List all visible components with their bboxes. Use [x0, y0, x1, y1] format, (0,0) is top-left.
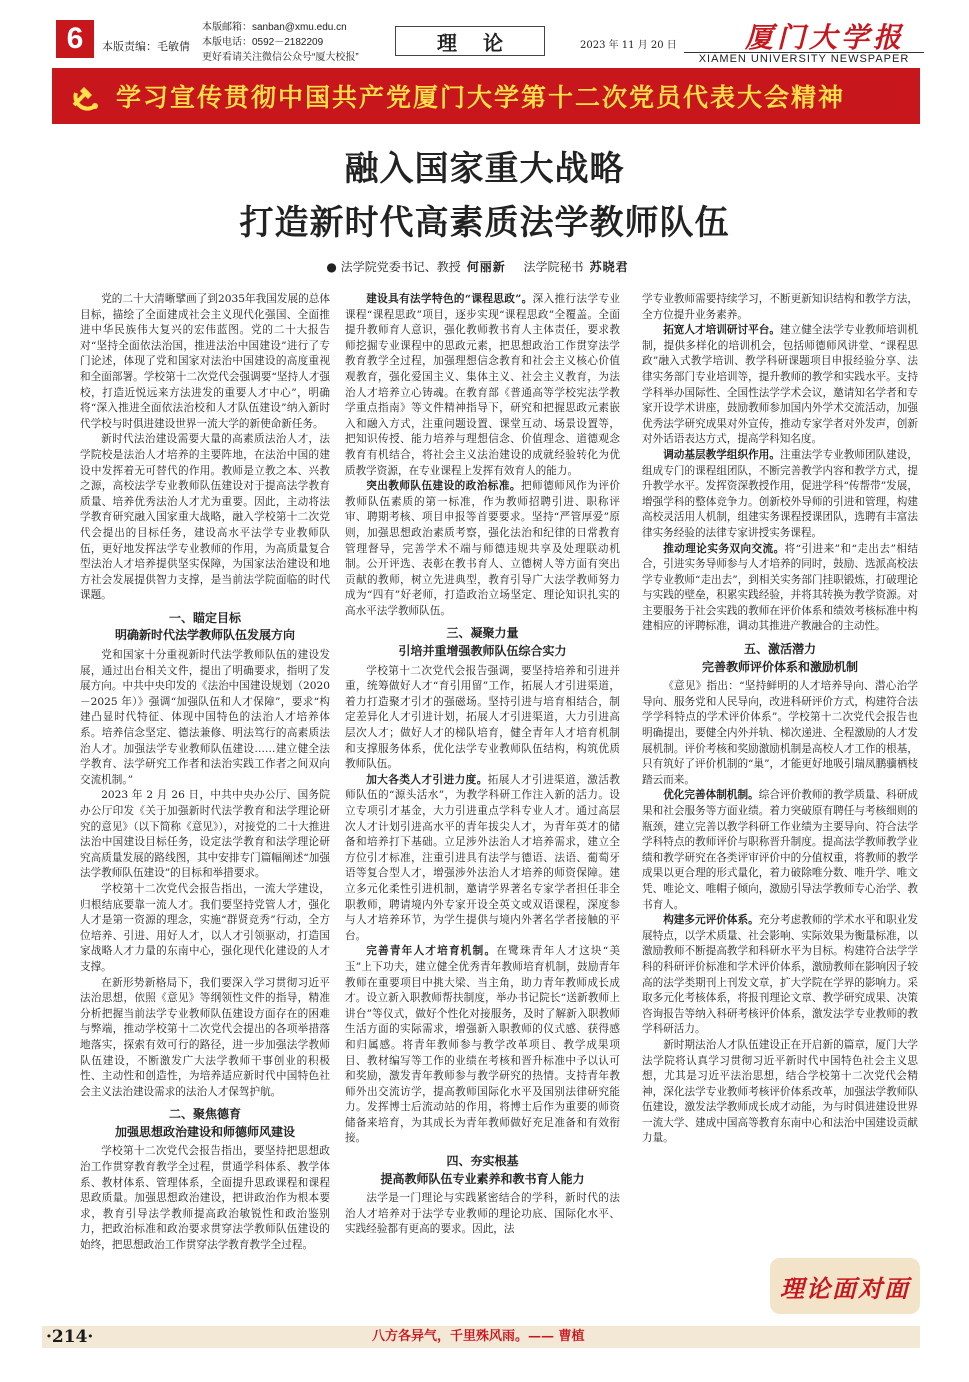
section-heading: 二、聚焦德育: [168, 1107, 241, 1122]
paragraph-body: 把师德师风作为评价教师队伍素质的第一标准，作为教师招聘引进、职称评审、聘期考核、项目申报等首要要求。坚持“严管厚爱”原则，加强思想政治素质考察，强化法治和纪律的日常教育管理督导，完善学术不端与师德违规共享及处理联动机制。公开评选、表彰在教书育人、立德树人等方面有突出贡献的教师，树立先进典型，教育引导广大法学教师努力成为“四有”好老师，打造政治立场坚定、理论知识扎实的高水平法学教师队伍。: [345, 480, 621, 617]
paragraph-lead: 调动基层教学组织作用。: [663, 448, 780, 461]
paragraph: 新时代法治建设需要大量的高素质法治人才，法学院校是法治人才培养的主要阵地，在法治中国的建设中发挥着无可替代的作用。教师是立教之本、兴教之源，高校法学专业教师队伍建设对于提高法学教育质量、培养优秀法治人才尤为重要。因此，主动将法学教育研究融入国家重大战略，融入学校第十二次党代会提出的目标任务，建设高水平法学专业教师队伍，更好地发挥法学专业教师的作用，为高质量复合型法治人才培养提供坚实保障，为国家法治建设和地方社会发展提供智力支撑，是当前法学院面临的时代课题。: [80, 433, 330, 602]
paragraph: 党和国家十分重视新时代法学教师队伍的建设发展，通过出台相关文件，提出了明确要求，指明了发展方向。中共中央印发的《法治中国建设规划（2020－2025 年）》强调“加强队伍和人才保障”，要求“构建凸显时代特征、体现中国特色的法治人才培养体系。培养信念坚定、德法兼修、明法笃行的高素质法治人才。加强法学专业教师队伍建设……建立健全法学教育、法学研究工作者和法治实践工作者之间双向交流机制。”: [80, 649, 330, 786]
section-subheading: 引培并重增强教师队伍综合实力: [398, 644, 567, 659]
paragraph: [642, 542, 918, 636]
publication-date: 2023 年 11 月 20 日: [580, 40, 677, 51]
author2-title: 法学院秘书: [523, 260, 584, 274]
paragraph: 新时期法治人才队伍建设正在开启新的篇章，厦门大学法学院将认真学习贯彻习近平新时代中国特色社会主义思想，尤其是习近平法治思想，结合学校第十二次党代会精神，深化法学专业教师考核评价体系改革，加强法学教师队伍建设，激发法学教师成长成才动能，为与时俱进建设世界一流大学、建成中国高等教育东南中心和法治中国建设贡献力量。: [642, 1038, 918, 1145]
headline-line-2: 打造新时代高素质法学教师队伍: [239, 203, 730, 243]
paragraph-body: 在鹭珠青年人才这块“美玉”上下功夫，建立健全优秀青年教师培育机制，鼓励青年教师在重要项目中挑大梁、当主角，助力青年教师成长成才。设立新入职教师帮扶制度，举办书记院长“送新教师上讲台”等仪式，做好个性化对接服务，及时了解新入职教师生活方面的实际需求，增强新入职教师的仪式感、获得感和归属感。将青年教师参与教学改革项目、教学成果项目、教材编写等工作的业绩在考核和晋升标准中予以认可和奖励，激发青年教师参与教学研究的热情。支持青年教师外出交流访学，提高教师国际化水平及国别法律研究能力。发挥博士后流动站的作用，将博士后作为重要的师资储备来培育，为其成长为青年教师做好充足准备和有效衔接。: [345, 945, 620, 1145]
paragraph: 学校第十二次党代会报告指出，要坚持把思想政治工作贯穿教育教学全过程，贯通学科体系、教学体系、教材体系、管理体系，全面提升思政课程和课程思政质量。加强思想政治建设，把讲政治作为根本要求，教育引导法学教师提高政治敏锐性和政治鉴别力，把政治标准和政治要求贯穿法学教师队伍建设的始终，把思想政治工作贯穿法学教育教学全过程。: [80, 1145, 330, 1252]
paragraph: 学校第十二次党代会报告指出，一流大学建设，归根结底要靠一流人才。我们要坚持党管人才，强化人才是第一资源的理念，实施“群贤竞秀”行动，全方位培养、引进、用好人才，以人才引领驱动，打造国家战略人才力量的东南中心，强化现代化建设的人才支撑。: [80, 882, 330, 973]
section-subheading: 完善教师评价体系和激励机制: [701, 659, 858, 674]
paragraph: 2023 年 2 月 26 日，中共中央办公厅、国务院办公厅印发《关于加强新时代法学教育和法学理论研究的意见》（以下简称《意见》），对接党的二十大推进法治中国建设目标任务，设定法学教育和法学理论研究高质量发展的路线图，其中安排专门篇幅阐述“加强法学教师队伍建设”的目标和举措要求。: [80, 789, 330, 880]
page-number: 6: [56, 20, 94, 58]
footer-quote: 八方各异气，千里殊风雨。—— 曹植: [372, 1329, 585, 1344]
paragraph-lead: 推动理论实务双向交流。: [663, 542, 785, 555]
banner-text: 学习宣传贯彻中国共产党厦门大学第十二次党员代表大会精神: [116, 83, 846, 112]
paragraph: [642, 788, 918, 913]
paragraph: [345, 944, 620, 1147]
section-heading: 四、夯实根基: [446, 1154, 519, 1169]
paragraph-lead: 加大各类人才引进力度。: [366, 773, 488, 786]
footer-page-number: ·214·: [46, 1327, 94, 1347]
section-heading: 五、激活潜力: [743, 642, 816, 657]
section-heading: 三、凝聚力量: [446, 626, 519, 641]
paragraph: [345, 479, 620, 619]
column-2: [345, 292, 620, 1238]
paragraph: [345, 773, 620, 945]
contact-info: [202, 20, 359, 65]
paragraph-lead: 建设具有法学特色的“课程思政”。: [366, 293, 533, 305]
paragraph: [642, 913, 918, 1038]
column-1: [80, 292, 330, 1254]
paragraph-body: 充分考虑教师的学术水平和职业发展特点，以学术质量、社会影响、实际效果为衡量标准，以激励教师不断提高教学和科研水平为目标。构建符合法学学科的科研评价标准和学术评价体系，激励教师在影响因子较高的法学类期刊上刊发文章，扩大学院在学界的影响力。采取多元化考核体系，将报刊理论文章、教学研究成果、决策咨询报告等纳入科研考核评价体系，激发法学专业教师的教学科研活力。: [642, 914, 919, 1036]
wechat-line: 更好看请关注微信公众号“厦大校报”: [202, 52, 359, 63]
phone-line: 本版电话：0592－2182209: [202, 37, 324, 48]
column-stamp: 理论面对面: [770, 1258, 920, 1314]
page-footer: [42, 1326, 920, 1348]
article-headline: [0, 142, 969, 250]
theme-banner: [52, 68, 920, 124]
paragraph-body: 注重法学专业教师团队建设，组成专门的课程组团队，不断完善教学内容和教学方式，提升教学水平。发挥资深教授作用，促进学科“传帮带”发展，增强学科的整体竞争力。创新校外导师的引进和管理，构建高校灵活用人机制，组建实务课程授课团队，选聘有丰富法律实务经验的法律专家讲授实务课程。: [642, 448, 919, 539]
section-subheading: 明确新时代法学教师队伍发展方向: [114, 628, 295, 643]
paragraph-body: 深入推行法学专业课程“课程思政”项目，逐步实现“课程思政”全覆盖。全面提升教师育人意识，强化教师教书育人主体责任，要求教师挖掘专业课程中的思政元素，把思想政治工作贯穿法学教育教学全过程，加强理想信念教育和社会主义核心价值观教育，强化爱国主义、集体主义、社会主义教育，为法治人才培养立心铸魂。在教育部《普通高等学校宪法学教学重点指南》等文件精神指导下，研究和把握思政元素嵌入和融入方式，注重问题设置、课堂互动、场景设置等，把知识传授、能力培养与理想信念、价值理念、道德观念教育有机结合，将社会主义法治建设的成就经验转化为优质教学资源，在专业课程上发挥有效育人的能力。: [345, 293, 621, 477]
section-heading: 一、瞄定目标: [168, 610, 241, 625]
section-subheading: 提高教师队伍专业素养和教书育人能力: [380, 1171, 585, 1186]
byline: [0, 258, 969, 275]
paragraph: 法学是一门理论与实践紧密结合的学科，新时代的法治人才培养对于法学专业教师的理论功底、国际化水平、实践经验都有更高的要求。因此，法: [345, 1192, 620, 1236]
newspaper-english-name: XIAMEN UNIVERSITY NEWSPAPER: [684, 52, 924, 65]
headline-line-1: 融入国家重大战略: [344, 149, 625, 189]
paragraph: [642, 448, 918, 542]
party-emblem-icon: [68, 79, 102, 113]
paragraph-body: 拓展人才引进渠道，激活教师队伍的“源头活水”，为教学科研工作注入新的活力。设立专项引才基金，大力引进重点学科专业人才。通过高层次人才计划引进高水平的青年拔尖人才，为青年英才的储备和培养打下基础。立足涉外法治人才培养需求，建立全方位引才标准，注重引进具有法学与德语、法语、葡萄牙语等复合型人才，增强涉外法治人才培养的师资保障。建立多元化柔性引进机制，邀请学界著名专家学者担任非全职教师，聘请境内外专家开设全英文或双语课程，深度参与人才培养环节，为学生提供与境内外著名学者接触的平台。: [345, 773, 620, 942]
paragraph-body: 综合评价教师的教学质量、科研成果和社会服务等方面业绩。着力突破原有聘任与考核细则的瓶颈，建立完善以教学科研工作业绩为主要导向、符合法学学科特点的教师评价与职称晋升制度。提高法学教师教学业绩和教学研究在各类评审评价中的分值权重，将教师的教学成果以更合理的形式量化，着力破除唯分数、唯升学、唯文凭、唯论文、唯帽子倾向，激励引导法学教师专心治学、教书育人。: [642, 789, 919, 911]
column-3: [642, 292, 918, 1147]
section-subheading: 加强思想政治建设和师德师风建设: [114, 1124, 295, 1139]
paragraph: [345, 292, 620, 479]
paragraph: [642, 323, 918, 448]
paragraph-lead: 优化完善体制机制。: [663, 789, 759, 802]
editor-credit: 本版责编：毛敏倩: [102, 41, 190, 53]
paragraph: 《意见》指出：“坚持鲜明的人才培养导向、潜心治学导向、服务党和人民导向，改进科研评价方式，构建符合法学学科特点的学术评价体系”。学校第十二次党代会报告也明确提出，要健全内外并轨、梯次递进、全程激励的人才发展机制。评价考核和奖励激励机制是高校人才工作的根基，只有筑好了评价机制的“巢”，才能更好地吸引瑞凤鹏骥栖枝踏云而来。: [642, 680, 918, 786]
paragraph-lead: 突出教师队伍建设的政治标准。: [366, 480, 521, 493]
masthead: [50, 14, 920, 66]
paragraph-body: 将“引进来”和“走出去”相结合，引进实务导师参与人才培养的同时，鼓励、选派高校法学专业教师“走出去”，到相关实务部门挂职锻炼，打破理论与实践的壁垒，积累实践经验，并将其转换为教学资源。对主要服务于社会实践的教师在评价体系和绩效考核标准中构建相应的评聘标准，调动其推进产教融合的主动性。: [642, 542, 918, 633]
paragraph-lead: 完善青年人才培育机制。: [366, 945, 497, 958]
newspaper-logo: 厦门大学报: [744, 21, 905, 54]
paragraph: 党的二十大清晰擘画了到2035年我国发展的总体目标，描绘了全面建成社会主义现代化强国、全面推进中华民族伟大复兴的宏伟蓝图。党的二十大报告对“坚持全面依法治国，推进法治中国建设”进行了专门论述，体现了党和国家对法治中国建设的高度重视和全面部署。学校第十二次党代会强调要“坚持人才强校，打造近悦远来方法进发的重要人才中心”，明确将“深入推进全面依法治校和人才队伍建设”纳入新时代学校与时俱进建设世界一流大学的新使命新任务。: [80, 293, 330, 430]
paragraph: 在新形势新格局下，我们要深入学习贯彻习近平法治思想，依照《意见》等纲领性文件的指导，精准分析把握当前法学专业教师队伍建设方面存在的困难与弊端，推动学校第十二次党代会提出的各项举措落地落实，探索有效可行的路径，进一步加强法学教师队伍建设，不断激发广大法学教师干事创业的积极性、主动性和创造性，为培养适应新时代中国特色社会主义法治建设需求的法治人才保驾护航。: [80, 976, 330, 1098]
section-title: 理论: [395, 26, 545, 56]
paragraph: 学校第十二次党代会报告强调，要坚持培养和引进并重，统筹做好人才“育引用留”工作，拓展人才引进渠道，着力打造聚才引才的强磁场。坚持引进与培育相结合，制定差异化人才引进计划，拓展人才引进渠道，大力引进高层次人才；做好人才的梯队培育，健全青年人才培育机制和支撑服务体系，优化法学专业教师队伍结构，构筑优质教师队伍。: [345, 664, 620, 771]
author1-title: ● 法学院党委书记、教授: [326, 260, 461, 274]
paragraph-body: 建立健全法学专业教师培训机制，提供多样化的培训机会，包括师德师风讲堂、“课程思政”融入式教学培训、教学科研课题项目申报经验分享、法律实务部门专业培训等，提升教师的教学和实践水平。支持学科举办国际性、全国性法学学术会议，邀请知名学者和专家开设学术讲座，鼓励教师参加国内外学术交流活动，加强优秀法学研究成果对外宣传，推动专家学者对外发声，创新对外话语表达方式，提高学科知名度。: [642, 324, 919, 446]
paragraph-lead: 构建多元评价体系。: [663, 914, 759, 927]
paragraph-lead: 拓宽人才培训研讨平台。: [663, 324, 780, 337]
author1-name: 何丽新: [466, 260, 506, 274]
email-line: 本版邮箱：sanban@xmu.edu.cn: [202, 22, 347, 33]
author2-name: 苏晓君: [589, 260, 629, 274]
paragraph: 学专业教师需要持续学习，不断更新知识结构和教学方法，全方位提升业务素养。: [642, 293, 918, 321]
